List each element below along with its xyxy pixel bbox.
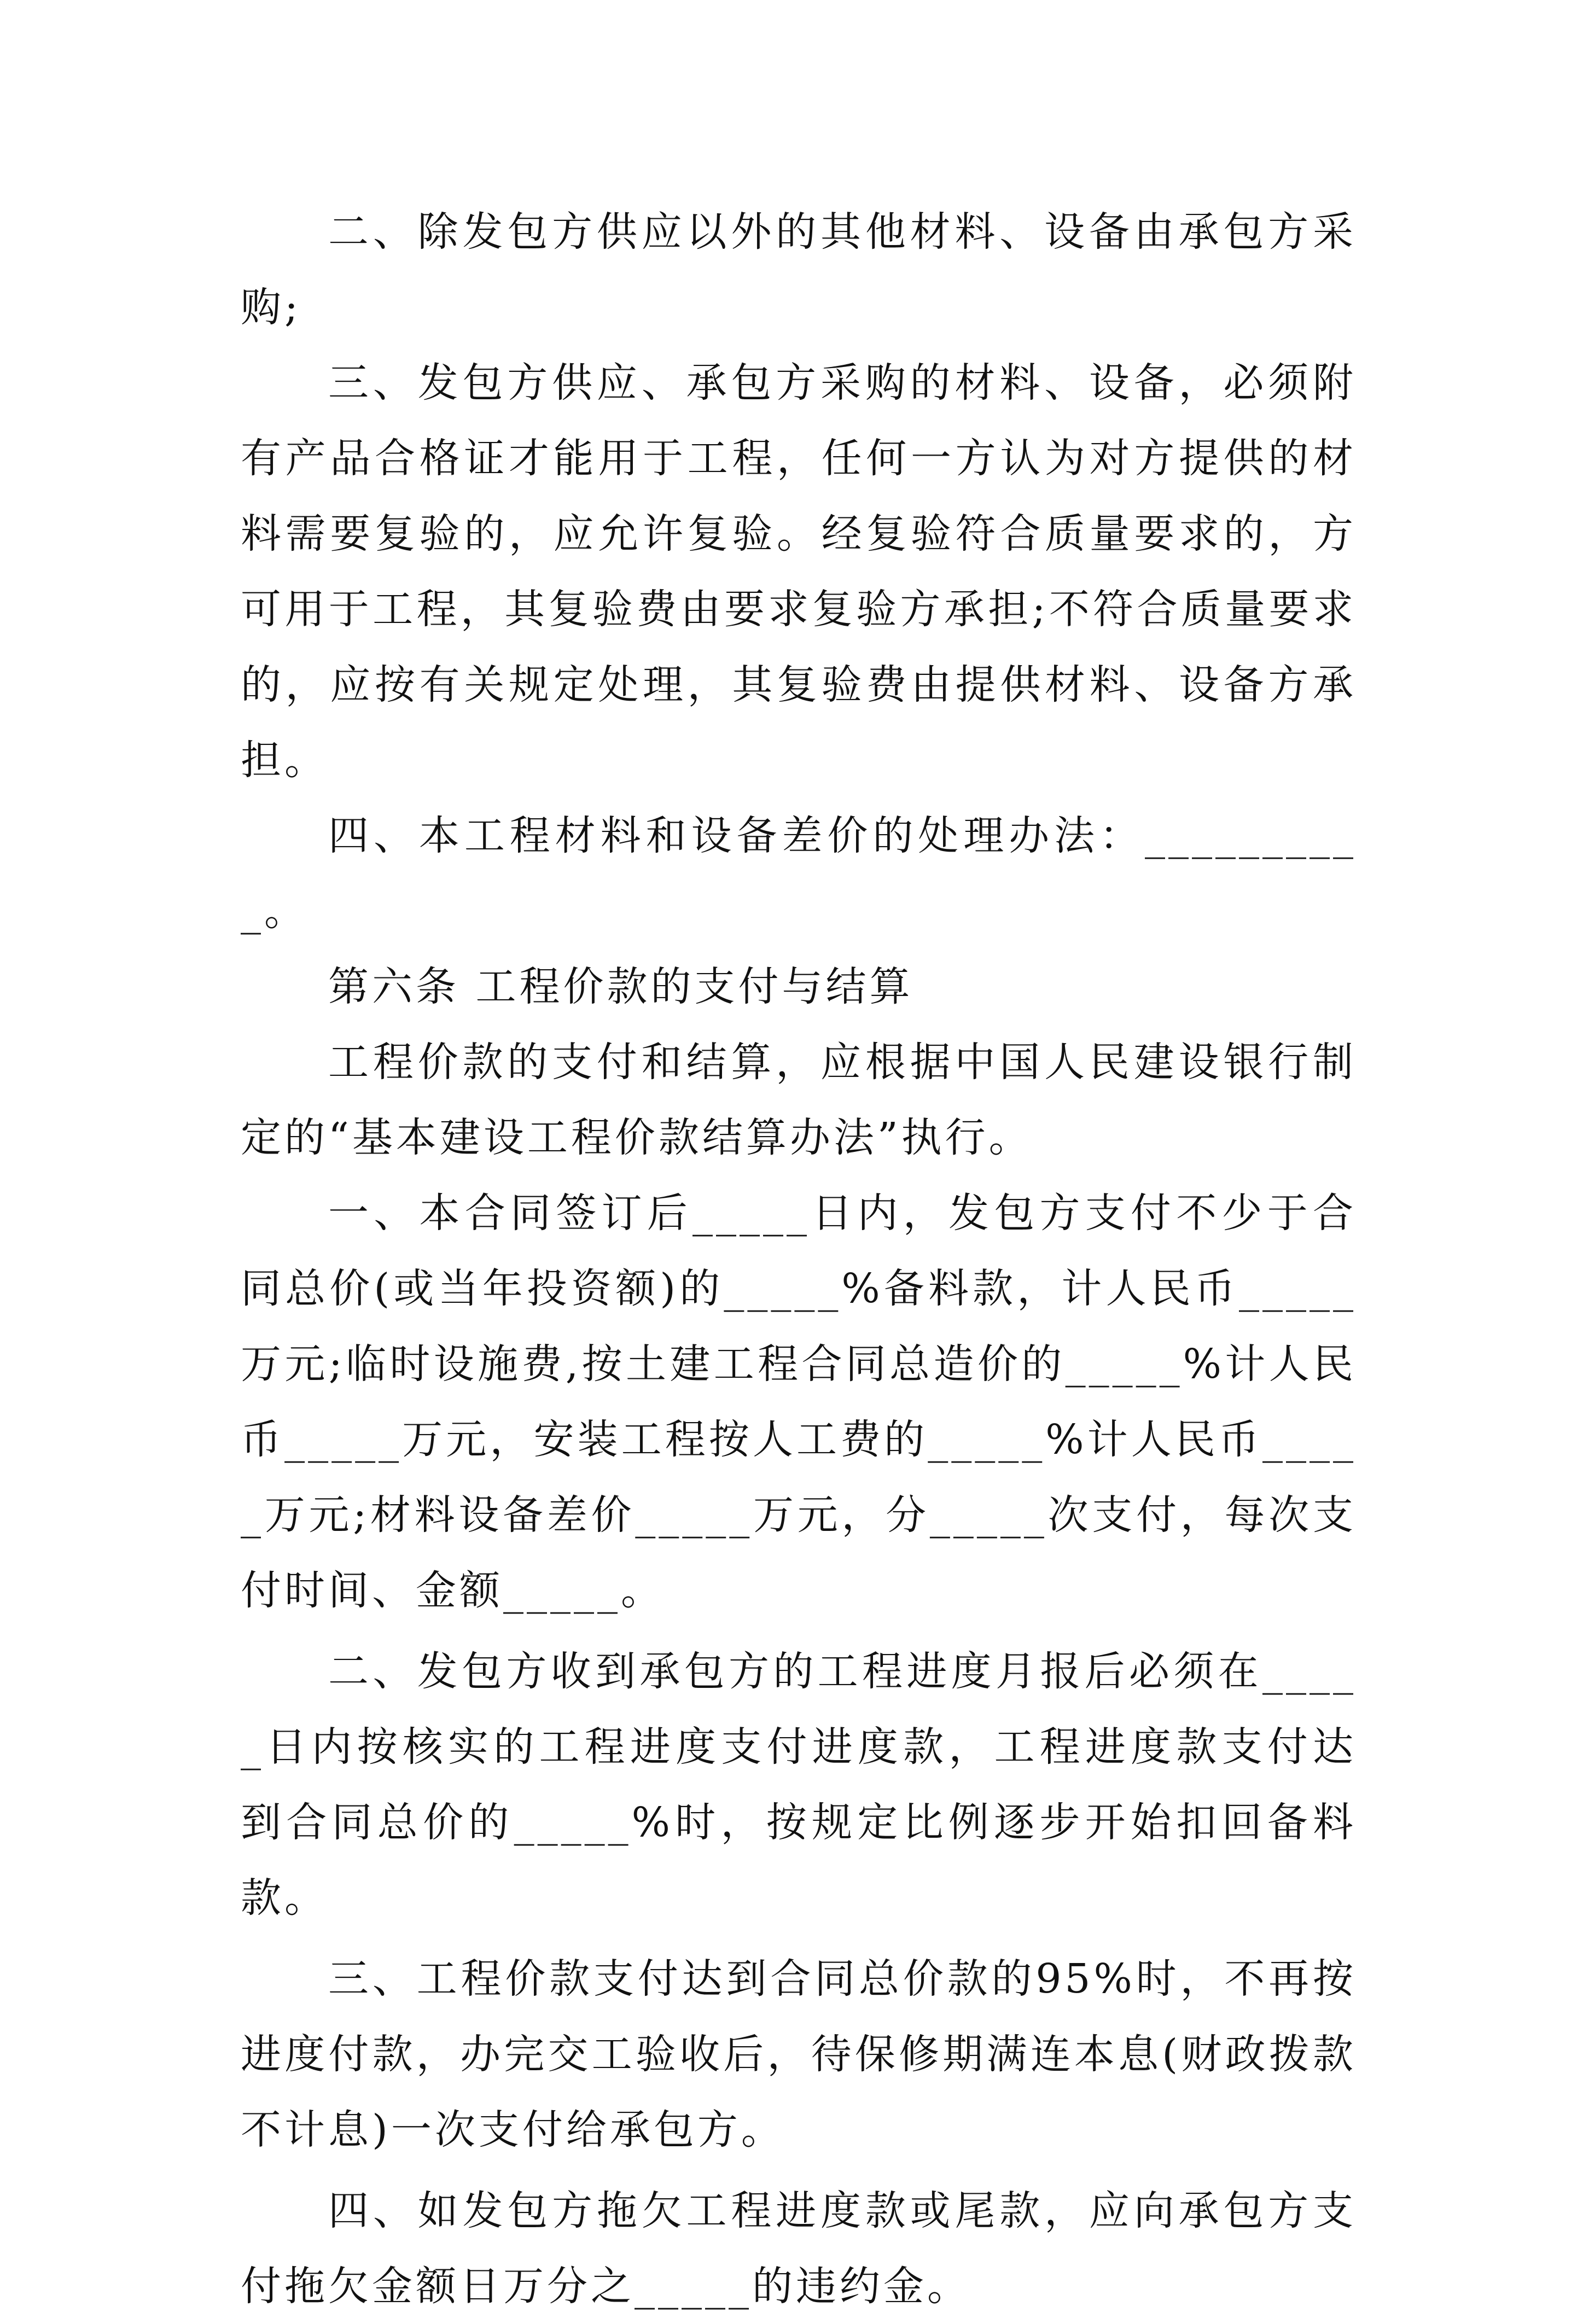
paragraph-materials-certification: 三、发包方供应、承包方采购的材料、设备，必须附有产品合格证才能用于工程，任何一方认为对方提供的材料需要复验的，应允许复验。经复验符合质量要求的，方可用于工程，其复验费由要求复验方承担;不符合质量要求的，应按有关规定处理，其复验费由提供材料、设备方承担。: [241, 359, 1357, 784]
paragraph-advance-payment: 一、本合同签订后_____日内，发包方支付不少于合同总价(或当年投资额)的_____%备料款，计人民币_____万元;临时设施费,按土建工程合同总造价的_____%计人民币_____万元，安装工程按人工费的_____%计人民币_____万元;材料设备差价_____万元，分_____次支付，每次支付时间、金额_____。: [241, 1190, 1357, 1614]
paragraph-progress-payment: 二、发包方收到承包方的工程进度月报后必须在_____日内按核实的工程进度支付进度款，工程进度款支付达到合同总价的_____%时，按规定比例逐步开始扣回备料款。: [241, 1648, 1357, 1921]
paragraph-payment-basis: 工程价款的支付和结算，应根据中国人民建设银行制定的“基本建设工程价款结算办法”执行。: [241, 1039, 1357, 1161]
document-page: [241, 194, 1357, 2324]
paragraph-late-penalty: 四、如发包方拖欠工程进度款或尾款，应向承包方支付拖欠金额日万分之_____的违约金。: [241, 2187, 1357, 2310]
article-heading-payment: 第六条 工程价款的支付与结算: [328, 963, 913, 1010]
paragraph-materials-procurement: 二、除发包方供应以外的其他材料、设备由承包方采购;: [241, 208, 1357, 331]
paragraph-final-payment: 三、工程价款支付达到合同总价款的95%时，不再按进度付款，办完交工验收后，待保修期满连本息(财政拨款不计息)一次支付给承包方。: [241, 1955, 1357, 2153]
paragraph-price-difference: 四、本工程材料和设备差价的处理办法：__________。: [241, 812, 1357, 935]
